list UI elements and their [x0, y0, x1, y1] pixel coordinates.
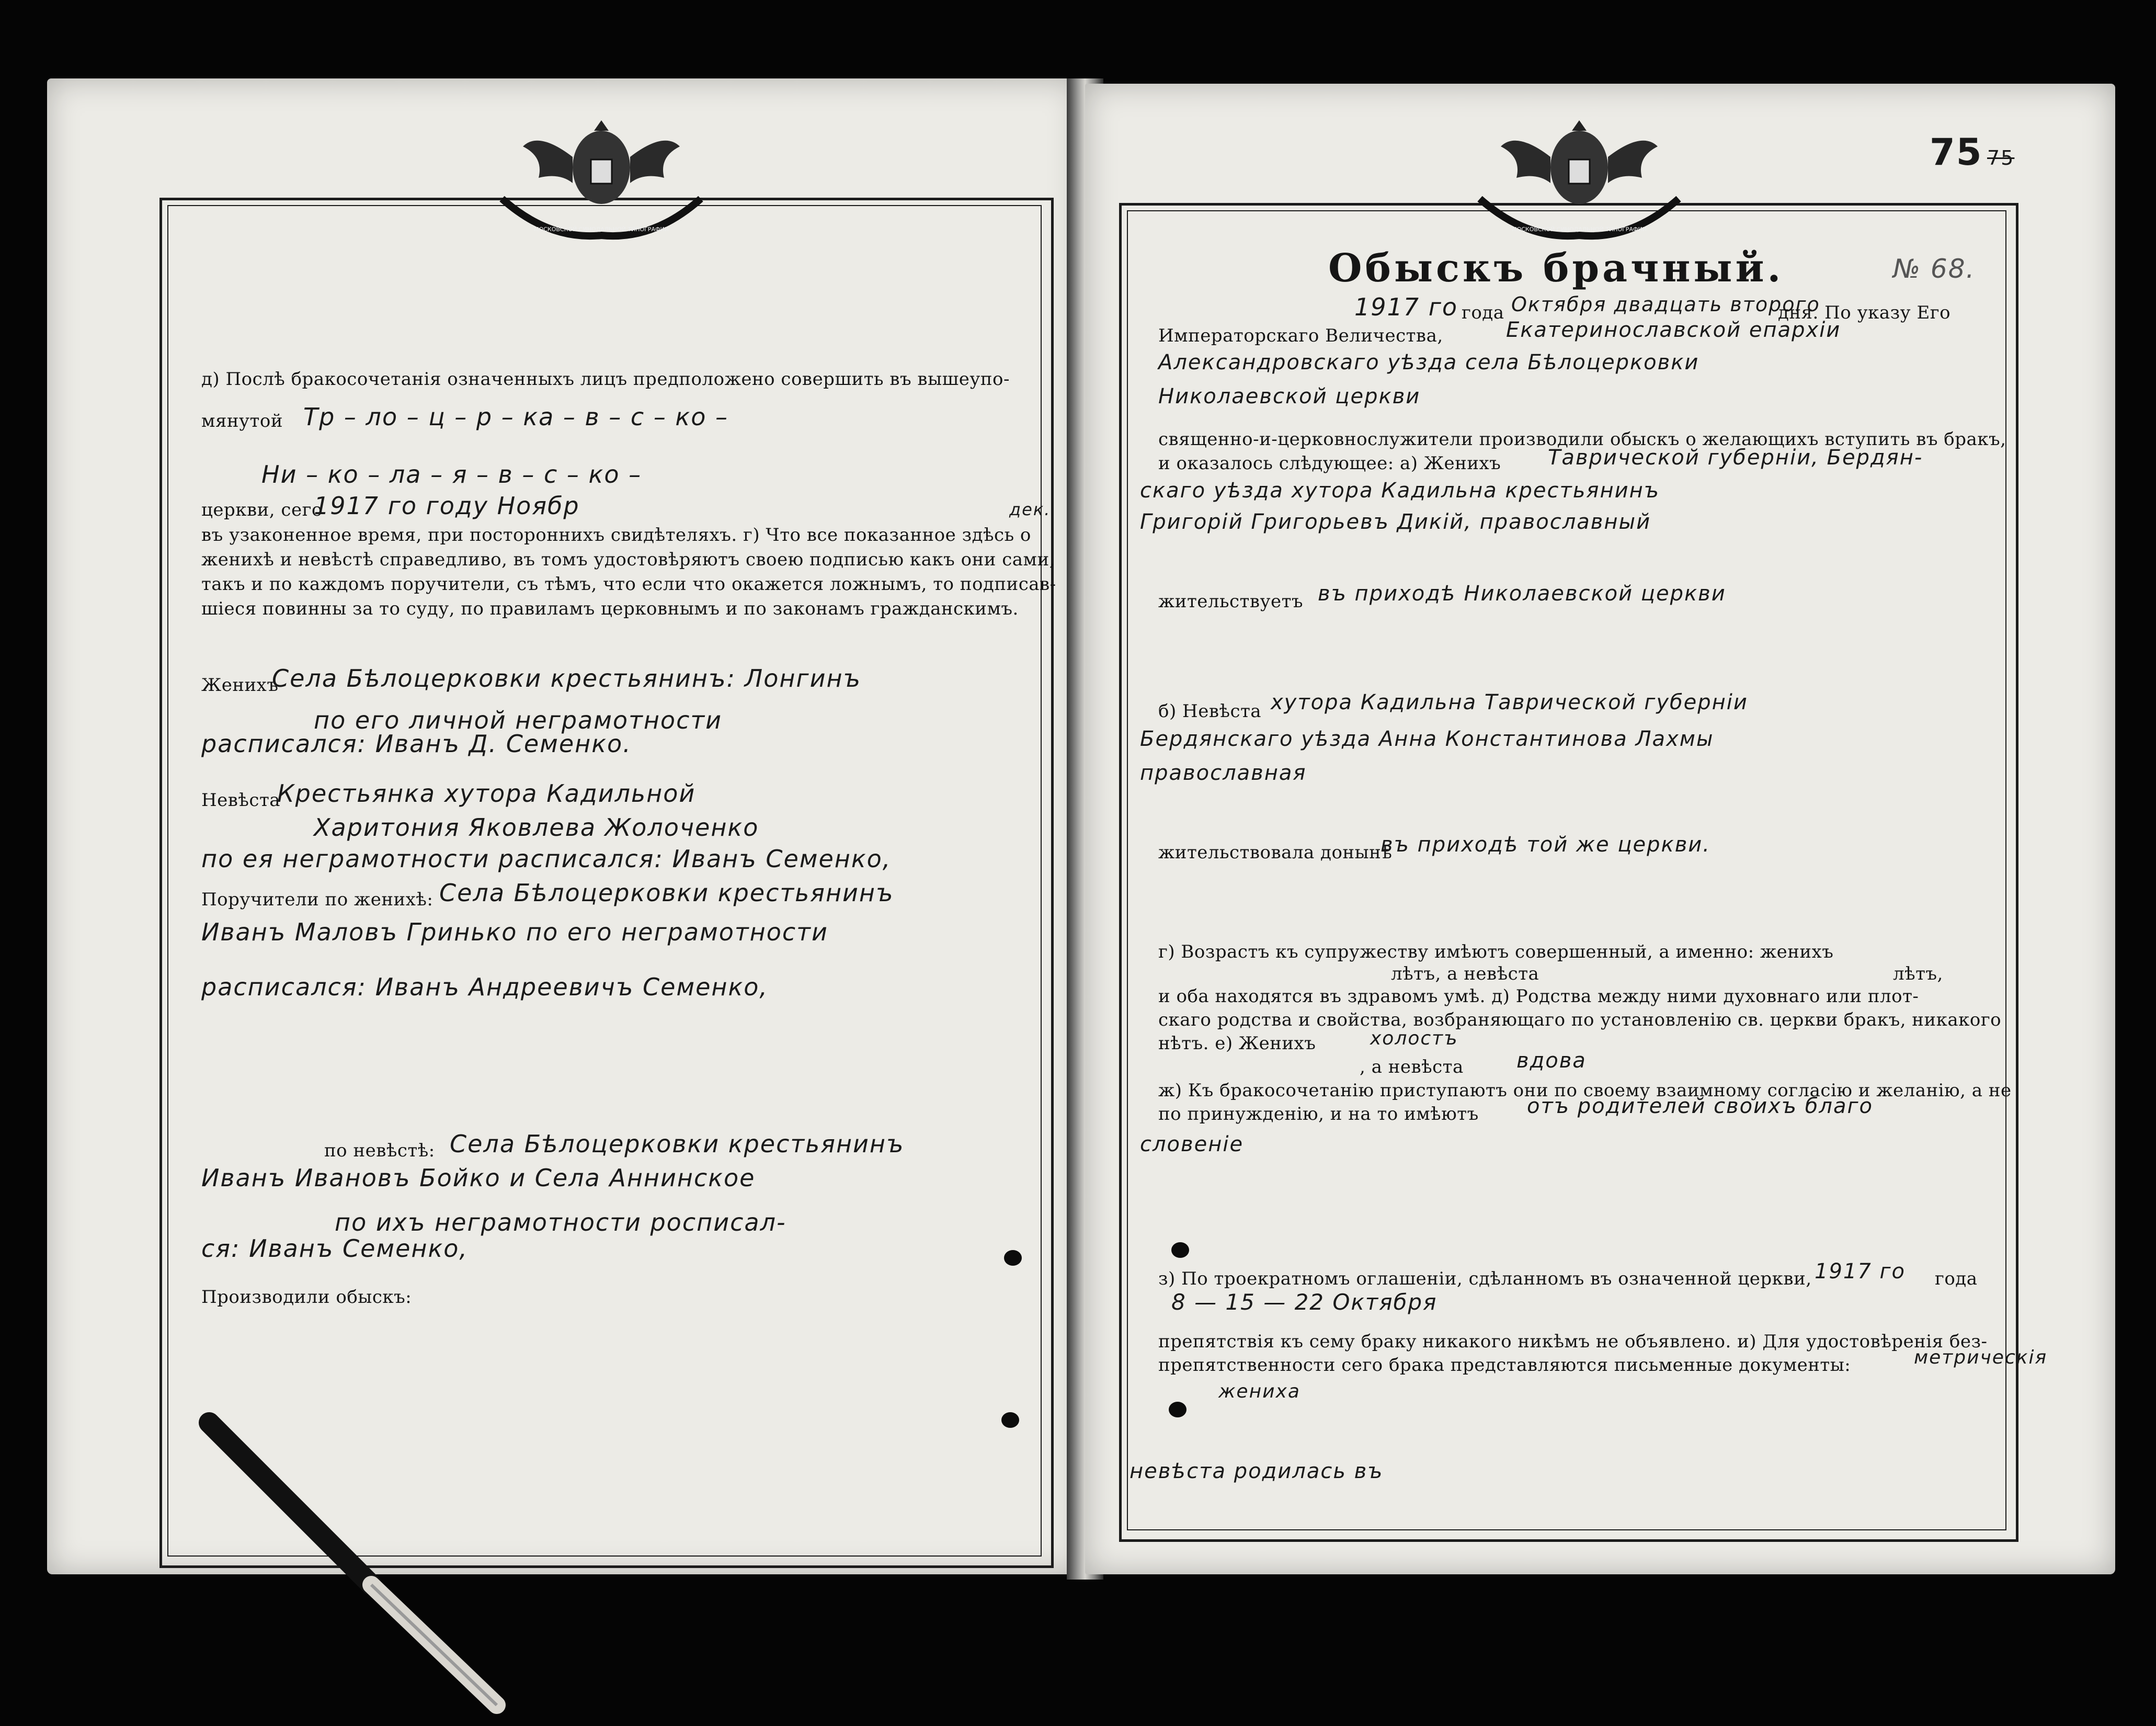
guarantors-bride-label: по невѣстѣ: — [324, 1140, 435, 1161]
handwritten-eparchy: Екатеринославской епархіи — [1506, 318, 1841, 342]
pen-icon — [199, 1412, 565, 1726]
printed-line: нѣтъ. е) Женихъ — [1158, 1033, 1316, 1054]
ink-blot — [1001, 1412, 1019, 1428]
imperial-eagle-emblem — [486, 110, 716, 241]
handwritten-year: 1917 го — [1354, 293, 1458, 321]
printed-line: жительствовала донынѣ — [1158, 842, 1393, 863]
handwritten-documents: жениха — [1218, 1381, 1301, 1402]
printed-line: лѣтъ, — [1893, 963, 1943, 984]
handwritten-groom: Таврической губерніи, Бердян- — [1548, 446, 1923, 470]
handwritten-blessing: словеніе — [1140, 1132, 1244, 1156]
printed-line: , а невѣста — [1360, 1057, 1464, 1077]
handwritten-groom: скаго уѣзда хутора Кадильна крестьянинъ — [1140, 479, 1660, 503]
handwritten-groom-residence: въ приходѣ Николаевской церкви — [1318, 582, 1726, 606]
printed-line: мянутой — [201, 411, 283, 432]
handwritten-guarantors-groom: Иванъ Маловъ Гринько по его неграмотности — [201, 918, 828, 946]
printed-line: года — [1935, 1268, 1978, 1289]
printed-line: лѣтъ, а невѣста — [1391, 963, 1539, 984]
printed-line: д) Послѣ бракосочетанія означенныхъ лицъ предположено совершить въ вышеупо- — [201, 369, 1010, 390]
groom-label: Женихъ — [201, 675, 279, 696]
printed-line: церкви, сего — [201, 499, 323, 520]
handwritten-eparchy: Александровскаго уѣзда села Бѣлоцерковки — [1158, 350, 1699, 374]
left-emblem-ribbon-text: МОСКОВСКОЙ СИНОДАЛЬНОЙ ТИПОГРАФИИ — [534, 226, 669, 233]
handwritten-church-name: Ни – ко – ла – я – в – с – ко – — [261, 460, 642, 489]
handwritten-date: Октября двадцать второго — [1511, 293, 1820, 316]
printed-line: шіеся повинны за то суду, по правиламъ церковнымъ и по законамъ гражданскимъ. — [201, 598, 1019, 619]
handwritten-guarantors-bride: Иванъ Ивановъ Бойко и Села Аннинское — [201, 1164, 756, 1192]
handwritten-bride-residence: въ приходѣ той же церкви. — [1381, 833, 1710, 857]
ink-blot — [1169, 1402, 1187, 1417]
page-number-printed: 75 — [1987, 146, 2015, 169]
handwritten-groom-status: холостъ — [1370, 1028, 1458, 1049]
handwritten-church-name: Тр – ло – ц – р – ка – в – с – ко – — [303, 403, 728, 431]
handwritten-bride-status: вдова — [1516, 1049, 1587, 1073]
printed-line: такъ и по каждомъ поручители, съ тѣмъ, что если что окажется ложнымъ, то подписав- — [201, 574, 1056, 595]
handwritten-date: 1917 го году Ноябр — [314, 492, 580, 520]
printed-line: скаго родства и свойства, возбраняющаго по установленію св. церкви бракъ, никакого — [1158, 1009, 2002, 1030]
handwritten-bride-entry: Крестьянка хутора Кадильной — [277, 779, 696, 808]
conducted-by-label: Производили обыскъ: — [201, 1287, 412, 1308]
bride-label: Невѣста — [201, 790, 281, 811]
handwritten-groom: Григорій Григорьевъ Дикій, православный — [1140, 510, 1651, 534]
document-title: Обыскъ брачный. — [1328, 246, 1784, 291]
handwritten-groom-entry: расписался: Иванъ Д. Семенко. — [201, 730, 632, 758]
handwritten-bride: хутора Кадильна Таврической губерніи — [1271, 690, 1748, 714]
handwritten-bride-entry: Харитония Яковлева Жолоченко — [314, 813, 759, 842]
handwritten-guarantors-groom: расписался: Иванъ Андреевичъ Семенко, — [201, 973, 769, 1001]
handwritten-guarantors-bride: по ихъ неграмотности росписал- — [335, 1208, 786, 1236]
guarantors-groom-label: Поручители по женихѣ: — [201, 889, 434, 910]
printed-line: года — [1462, 302, 1504, 323]
handwritten-guarantors-bride: ся: Иванъ Семенко, — [201, 1234, 469, 1263]
printed-line: б) Невѣста — [1158, 701, 1262, 722]
ink-blot — [1004, 1250, 1022, 1266]
printed-line: священно-и-церковнослужители производили обыскъ о желающихъ вступить въ бракъ, — [1158, 429, 2006, 450]
handwritten-year: 1917 го — [1815, 1259, 1906, 1284]
printed-line: препятствія къ сему браку никакого никѣмъ не объявлено. и) Для удостовѣренія без- — [1158, 1331, 1988, 1352]
handwritten-bride-entry: по ея неграмотности расписался: Иванъ Семенко, — [201, 845, 892, 873]
printed-line: з) По троекратномъ оглашеніи, сдѣланномъ въ означенной церкви, — [1158, 1268, 1812, 1289]
printed-line: ж) Къ бракосочетанію приступаютъ они по своему взаимному согласію и желанію, а не — [1158, 1080, 2012, 1101]
handwritten-bride: Бердянскаго уѣзда Анна Константинова Лахмы — [1140, 727, 1714, 751]
handwritten-documents: метрическія — [1914, 1347, 2048, 1368]
ink-blot — [1171, 1242, 1189, 1258]
handwritten-date-note: дек. — [1009, 499, 1051, 519]
handwritten-guarantors-groom: Села Бѣлоцерковки крестьянинъ — [439, 879, 894, 907]
handwritten-blessing: отъ родителей своихъ благо — [1527, 1094, 1873, 1118]
printed-line: по принужденію, и на то имѣютъ — [1158, 1104, 1479, 1125]
printed-line: и оказалось слѣдующее: а) Женихъ — [1158, 453, 1501, 474]
right-emblem-ribbon-text: МОСКОВСКОЙ СИНОДАЛЬНОЙ ТИПОГРАФИИ — [1512, 226, 1647, 233]
handwritten-groom-entry: по его личной неграмотности — [314, 706, 723, 734]
handwritten-bride: православная — [1140, 761, 1307, 785]
printed-line: въ узаконенное время, при постороннихъ свидѣтеляхъ. г) Что все показанное здѣсь о — [201, 525, 1031, 546]
handwritten-eparchy: Николаевской церкви — [1158, 384, 1421, 408]
printed-line: жительствуетъ — [1158, 591, 1304, 612]
printed-line: г) Возрастъ къ супружеству имѣютъ совершенный, а именно: женихъ — [1158, 941, 1834, 962]
printed-line: Императорскаго Величества, — [1158, 325, 1443, 346]
page-number: 75 — [1930, 131, 1983, 174]
handwritten-groom-entry: Села Бѣлоцерковки крестьянинъ: Лонгинъ — [272, 664, 862, 692]
printed-line: дня. По указу Его — [1778, 302, 1951, 323]
handwritten-guarantors-bride: Села Бѣлоцерковки крестьянинъ — [450, 1130, 905, 1158]
printed-line: и оба находятся въ здравомъ умѣ. д) Родства между ними духовнаго или плот- — [1158, 986, 1919, 1007]
printed-line: препятственности сего брака представляются письменные документы: — [1158, 1355, 1851, 1376]
handwritten-banns-dates: 8 — 15 — 22 Октября — [1171, 1289, 1438, 1315]
record-number: № 68. — [1893, 254, 1976, 284]
printed-line: женихѣ и невѣстѣ справедливо, въ томъ удостовѣряютъ своею подписью какъ они сами, — [201, 549, 1055, 570]
handwritten-documents: невѣста родилась въ — [1130, 1459, 1384, 1483]
imperial-eagle-emblem — [1464, 110, 1694, 241]
